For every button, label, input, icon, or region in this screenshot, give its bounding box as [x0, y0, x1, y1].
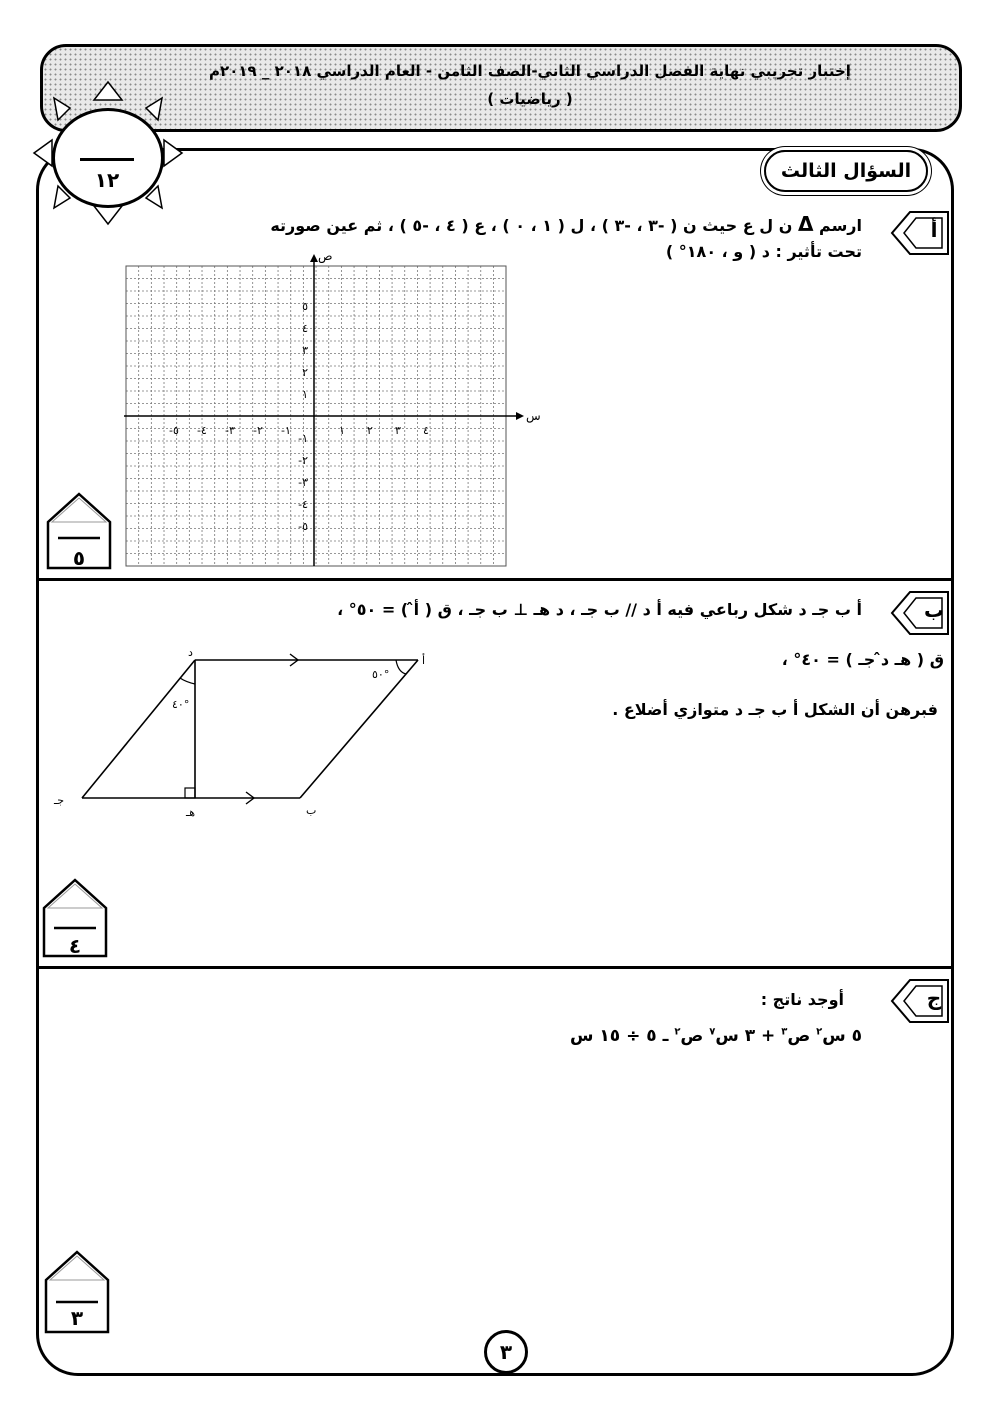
part-b-line3: فبرهن أن الشكل أ ب جـ د متوازي أضلاع .: [612, 700, 938, 719]
expr-part-d: ص: [680, 1026, 710, 1046]
part-a-label: أ: [930, 218, 938, 242]
y-tick-label: ٥: [302, 300, 308, 313]
part-a-rest: ن ل ع حيث ن ( -٣ ، -٣ ) ، ل ( ١ ، ٠ ) ، ع ( ٤ ، -٥ ) ، ثم عين صورته: [270, 216, 793, 235]
part-a-prefix: ارسم: [819, 216, 862, 235]
expr-part-e: ـ ٥ ÷ ١٥ س: [570, 1026, 675, 1046]
part-c-line1: أوجد ناتج :: [760, 990, 844, 1009]
part-c-score: ٣: [70, 1306, 84, 1330]
y-tick-label: -١: [298, 432, 308, 445]
part-a-line2: تحت تأثير : د ( و ، ١٨٠° ): [665, 242, 862, 261]
expr-part-a: ٥ س: [822, 1026, 862, 1046]
header-subject: ( رياضيات ): [487, 90, 573, 108]
part-a-line1: [270, 212, 862, 236]
y-tick-label: ٢: [302, 366, 308, 379]
y-tick-label: -٥: [298, 520, 308, 533]
y-tick-label: ٤: [302, 322, 308, 335]
vertex-c: جـ: [54, 794, 65, 807]
x-tick-label: -٤: [197, 424, 207, 437]
side-ab: [300, 660, 418, 798]
x-tick-label: ١: [339, 424, 345, 437]
exp-3: ٧: [709, 1026, 716, 1038]
x-tick-label: -٣: [225, 424, 235, 437]
vertex-d: د: [188, 646, 193, 659]
angle-a-label: ٥٠°: [372, 668, 390, 681]
exp-4: ٢: [674, 1026, 681, 1038]
angle-d-label: ٤٠°: [172, 698, 190, 711]
expr-part-c: + ٣ س: [715, 1026, 782, 1046]
vertex-e: هـ: [186, 806, 196, 819]
y-tick-label: -٢: [298, 454, 308, 467]
y-tick-label: ١: [302, 388, 308, 401]
total-score: ١٢: [94, 168, 120, 192]
side-dc: [82, 660, 195, 798]
exp-2: ٣: [781, 1026, 788, 1038]
x-tick-label: -٥: [169, 424, 179, 437]
part-c-label: ج: [926, 986, 942, 1010]
part-a-score: ٥: [72, 546, 86, 570]
part-b-line1: أ ب جـ د شكل رباعي فيه أ د // ب جـ ، د هـ ⊥ ب جـ ، ق ( أ̂ ) = ٥٠° ،: [337, 600, 862, 619]
part-b-score: ٤: [68, 934, 82, 958]
part-b-line2: ق ( هـ د̂ جـ ) = ٤٠° ،: [781, 650, 944, 669]
total-score-line: [80, 158, 134, 161]
separator-b-c: [38, 966, 952, 969]
part-c-expression: [570, 1026, 862, 1046]
x-tick-label: ٣: [395, 424, 401, 437]
part-b-label: ب: [923, 598, 945, 622]
question-title: السؤال الثالث: [764, 150, 928, 192]
x-tick-label: -٢: [253, 424, 263, 437]
x-tick-label: ٢: [367, 424, 373, 437]
exp-1: ٢: [816, 1026, 823, 1038]
vertex-a: أ: [422, 654, 426, 667]
y-axis-label: ص: [318, 250, 333, 263]
x-axis-label: س: [526, 409, 541, 423]
y-tick-label: ٣: [302, 344, 308, 357]
x-tick-label: -١: [281, 424, 291, 437]
y-tick-label: -٤: [298, 498, 308, 511]
coordinate-grid: [118, 250, 548, 572]
expr-part-b: ص: [787, 1026, 817, 1046]
page-number: ٣: [484, 1330, 528, 1374]
separator-a-b: [38, 578, 952, 581]
parallelogram-figure: [50, 640, 440, 820]
header-title: إختبار تجريبي نهاية الفصل الدراسي الثاني-الصف الثامن - العام الدراسي ٢٠١٨ _ ٢٠١٩م: [209, 62, 851, 80]
triangle-symbol: Δ: [797, 212, 814, 236]
x-tick-label: ٤: [423, 424, 429, 437]
y-tick-label: -٣: [298, 476, 308, 489]
vertex-b: ب: [306, 804, 317, 817]
